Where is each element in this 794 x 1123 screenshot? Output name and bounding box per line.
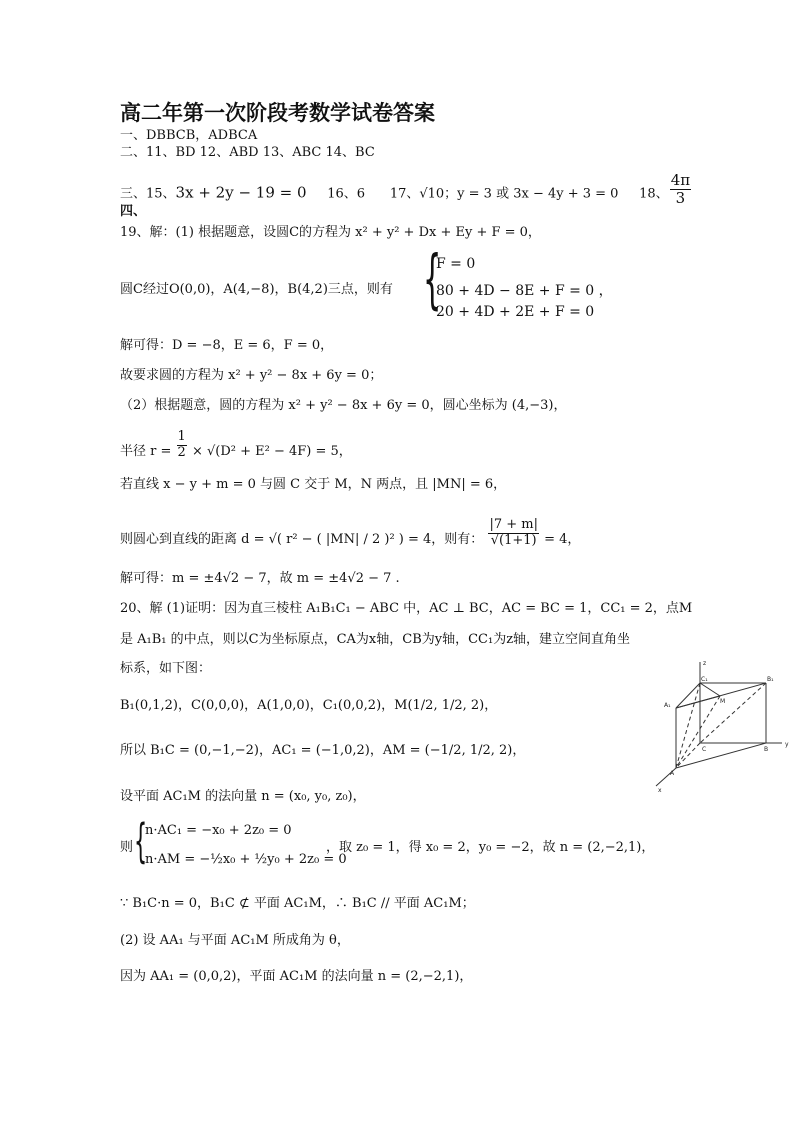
q19-line8	[120, 517, 581, 555]
answer-17: √10；y = 3 或 3x − 4y + 3 = 0	[419, 186, 619, 202]
q20-system-eq1: n·AC₁ = −x₀ + 2z₀ = 0	[145, 823, 292, 838]
radius-expression: × √(D² + E² − 4F) = 5，	[191, 443, 352, 459]
q19-system-eq2: 80 + 4D − 8E + F = 0 ，	[436, 283, 613, 299]
prism-figure	[640, 650, 794, 800]
q20-line2: 是 A₁B₁ 的中点，则以C为坐标原点，CA为x轴，CB为y轴，CC₁为z轴，建立空间直角坐	[120, 632, 631, 647]
answer-18-fraction	[670, 172, 691, 208]
answer-18-label: 18、	[639, 186, 669, 202]
part3-label: 三、15、	[120, 186, 176, 202]
answers-part2: 二、11、BD 12、ABD 13、ABC 14、BC	[120, 145, 375, 160]
q20-line6: 设平面 AC₁M 的法向量 n = (x₀, y₀, z₀)，	[120, 789, 366, 804]
label-y: y	[785, 741, 789, 748]
q20-line3: 标系，如下图：	[120, 661, 212, 676]
q19-system-brace: {	[423, 243, 442, 317]
distance-result: = 4，	[544, 531, 581, 547]
q20-system-eq2: n·AM = −½x₀ + ½y₀ + 2z₀ = 0	[145, 852, 347, 867]
answer-17-label: 17、	[389, 186, 420, 202]
answer-15: 3x + 2y − 19 = 0	[175, 183, 307, 202]
q19-line1: 19、解：(1) 根据题意，设圆C的方程为 x² + y² + Dx + Ey + F = 0，	[120, 225, 541, 240]
q19-system-eq3: 20 + 4D + 2E + F = 0	[436, 304, 595, 320]
page-title: 高二年第一次阶段考数学试卷答案	[120, 100, 435, 125]
label-b1: B₁	[767, 676, 774, 683]
q19-line3: 解可得：D = −8，E = 6，F = 0，	[120, 338, 334, 353]
answer-18-denominator: 3	[675, 189, 686, 208]
q19-line4: 故要求圆的方程为 x² + y² − 8x + 6y = 0；	[120, 368, 383, 383]
distance-expression: 则圆心到直线的距离 d = √( r² − ( |MN| / 2 )² ) = 4，则有：	[120, 531, 484, 547]
label-m: M	[720, 698, 726, 705]
radius-label: 半径 r =	[120, 443, 172, 459]
q20-line4: B₁(0,1,2)，C(0,0,0)，A(1,0,0)，C₁(0,0,2)，M(1/2, 1/2, 2)，	[120, 698, 498, 713]
q20-line9: (2) 设 AA₁ 与平面 AC₁M 所成角为 θ，	[120, 933, 350, 948]
q19-line6	[120, 429, 352, 467]
distance-denominator: √(1+1)	[490, 532, 537, 548]
q19-line7: 若直线 x − y + m = 0 与圆 C 交于 M，N 两点，且 |MN| = 6，	[120, 477, 507, 492]
q19-line2: 圆C经过O(0,0)，A(4,−8)，B(4,2)三点，则有	[120, 282, 393, 297]
label-x: x	[658, 787, 662, 794]
q20-system-brace: {	[134, 814, 148, 868]
label-z: z	[703, 660, 707, 667]
half-denominator: 2	[177, 444, 186, 460]
label-a1: A₁	[664, 702, 671, 709]
label-a: A	[670, 770, 675, 777]
q20-line7-prefix: 则	[120, 840, 134, 855]
half-fraction	[177, 430, 187, 461]
distance-fraction	[488, 518, 539, 549]
label-c1: C₁	[701, 676, 708, 683]
q20-line1: 20、解 (1)证明：因为直三棱柱 A₁B₁C₁ − ABC 中，AC ⊥ BC，AC = BC = 1，CC₁ = 2，点M	[120, 601, 693, 616]
q19-line5: （2）根据题意，圆的方程为 x² + y² − 8x + 6y = 0，圆心坐标为 (4,−3)，	[120, 398, 567, 413]
q20-line5: 所以 B₁C = (0,−1,−2)，AC₁ = (−1,0,2)，AM = (−1/2, 1/2, 2)，	[120, 743, 526, 758]
q19-system-eq1: F = 0	[436, 256, 476, 272]
distance-numerator: |7 + m|	[489, 517, 538, 532]
answers-part1: 一、DBBCB，ADBCA	[120, 128, 258, 143]
half-numerator: 1	[177, 429, 186, 444]
q20-line7: ，取 z₀ = 1，得 x₀ = 2，y₀ = −2，故 n = (2,−2,1)，	[326, 840, 655, 855]
answers-part4: 四、	[120, 204, 147, 219]
label-b: B	[764, 746, 769, 753]
answer-16: 16、6	[327, 186, 366, 202]
q19-line9: 解可得：m = ±4√2 − 7，故 m = ±4√2 − 7 .	[120, 571, 400, 586]
q20-line8: ∵ B₁C·n = 0，B₁C ⊄ 平面 AC₁M，∴ B₁C // 平面 AC₁M；	[120, 896, 475, 911]
q20-line10: 因为 AA₁ = (0,0,2)，平面 AC₁M 的法向量 n = (2,−2,1)，	[120, 969, 473, 984]
answer-18-numerator: 4π	[670, 171, 691, 189]
answers-part3	[120, 171, 692, 212]
label-c: C	[702, 746, 707, 753]
